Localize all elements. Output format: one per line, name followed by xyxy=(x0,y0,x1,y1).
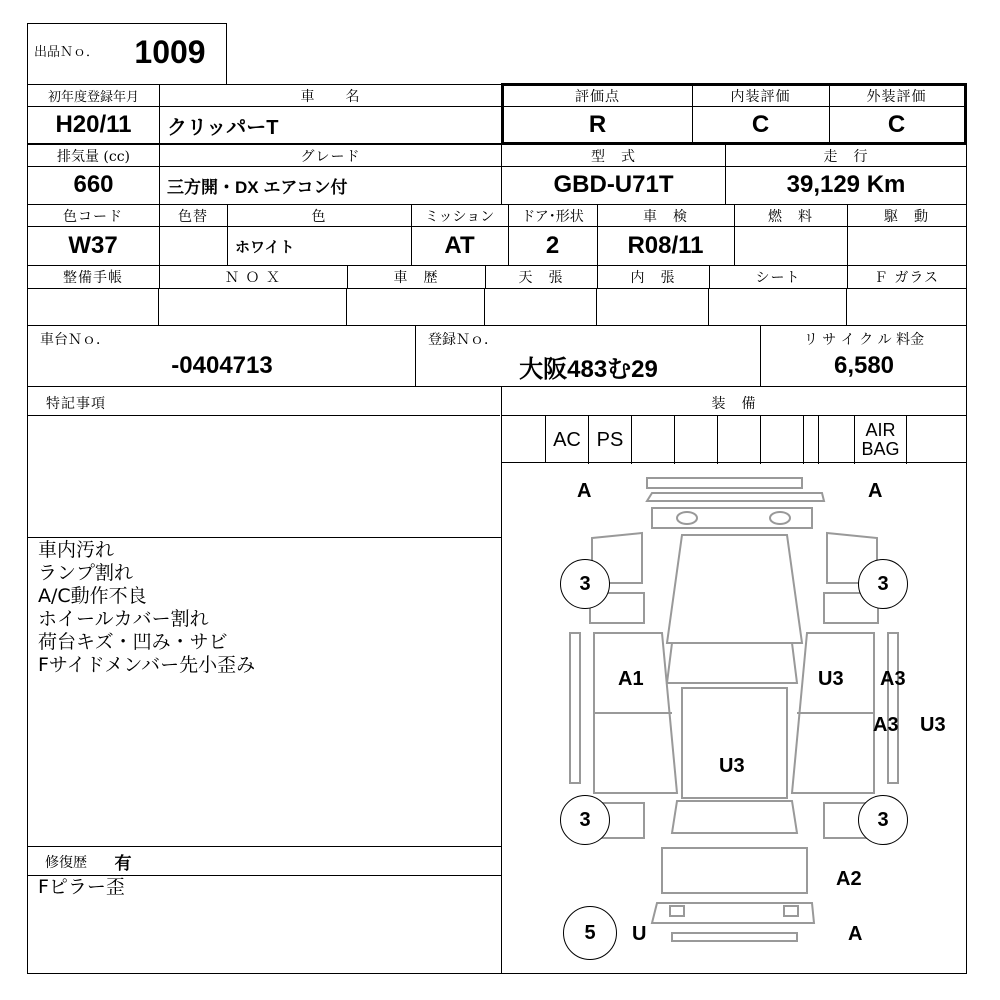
remark-line: ホイールカバー割れ xyxy=(38,608,209,630)
repair-value: 有 xyxy=(114,853,132,873)
fuel-label: 燃 料 xyxy=(734,205,848,227)
color-code-label: 色コード xyxy=(27,205,160,227)
roof-label: 天 張 xyxy=(485,266,598,289)
mark-right-a3-2: A3 xyxy=(873,714,899,736)
history-label: 車 歴 xyxy=(347,266,486,289)
displacement-value: 660 xyxy=(73,171,114,198)
car-name-value: クリッパーT xyxy=(167,116,279,139)
inspection-value: R08/11 xyxy=(597,227,735,265)
model-label: 型 式 xyxy=(501,145,726,167)
equip-slot xyxy=(632,416,675,464)
mark-left-door: A1 xyxy=(618,668,644,690)
color-code-value: W37 xyxy=(27,227,160,265)
equip-slot-airbag: AIR BAG xyxy=(855,416,907,464)
reg-value: 大阪483む29 xyxy=(519,355,658,383)
mark-front-right: A xyxy=(868,480,883,502)
mark-right-a3: A3 xyxy=(880,668,906,690)
repair-divider-top xyxy=(28,846,502,847)
mark-front-left: A xyxy=(577,480,592,502)
row4-divider-2 xyxy=(346,289,347,325)
exterior-value: C xyxy=(887,111,906,138)
chassis-value: -0404713 xyxy=(171,352,273,379)
interior-value: C xyxy=(692,107,830,143)
repair-note: Fピラー歪 xyxy=(38,876,125,898)
transmission-value: AT xyxy=(411,227,509,265)
drive-value xyxy=(847,227,966,265)
equip-slot xyxy=(804,416,819,464)
maint-label: 整備手帳 xyxy=(27,266,160,289)
remark-line: Fサイドメンバー先小歪み xyxy=(38,654,256,676)
mark-rear-a: A xyxy=(848,923,863,945)
row4-divider-3 xyxy=(484,289,485,325)
repaint-label: 色替 xyxy=(159,205,228,227)
mark-right-u3-2: U3 xyxy=(920,714,946,736)
equip-slot-ac: AC xyxy=(546,416,589,464)
mark-rear-u: U xyxy=(632,923,647,945)
score-value: R xyxy=(503,107,693,143)
score-label: 評価点 xyxy=(503,86,693,107)
transmission-label: ミッション xyxy=(411,205,509,227)
equip-slot xyxy=(761,416,804,464)
inner-label: 内 張 xyxy=(597,266,710,289)
color-label: 色 xyxy=(227,205,412,227)
remark-line: ランプ割れ xyxy=(38,562,134,584)
grade-label: グレード xyxy=(159,145,502,167)
wheel-fl-circle: 3 xyxy=(560,559,610,609)
row4-divider-4 xyxy=(596,289,597,325)
repaint-value xyxy=(159,227,228,265)
row4-divider-1 xyxy=(158,289,159,325)
lot-label: 出品Ｎｏ． xyxy=(34,44,100,60)
first-reg-value: H20/11 xyxy=(55,111,132,138)
color-value: ホワイト xyxy=(227,227,412,265)
remark-line: 荷台キズ・凹み・サビ xyxy=(38,631,228,653)
lot-number: 1009 xyxy=(134,33,206,70)
repair-label: 修復歴 xyxy=(45,855,87,871)
mark-right-u3: U3 xyxy=(818,668,844,690)
wheel-rl-circle: 3 xyxy=(560,795,610,845)
recycle-label: リ サ イ ク ル 料金 xyxy=(803,332,925,348)
car-name-label: 車 名 xyxy=(159,85,502,107)
wheel-rr-circle: 3 xyxy=(858,795,908,845)
chassis-label: 車台Ｎｏ． xyxy=(40,332,110,348)
equip-slot xyxy=(675,416,718,464)
mileage-label: 走 行 xyxy=(725,145,967,167)
equip-slot xyxy=(718,416,761,464)
mark-cabin: U3 xyxy=(719,755,745,777)
model-value: GBD-U71T xyxy=(553,171,674,198)
reg-label: 登録Ｎｏ． xyxy=(428,332,498,348)
remarks-label: 特記事項 xyxy=(28,390,500,416)
interior-label: 内装評価 xyxy=(692,86,830,107)
mark-rear-a2: A2 xyxy=(836,868,862,890)
remark-line: A/C動作不良 xyxy=(38,585,147,607)
inspection-label: 車 検 xyxy=(597,205,735,227)
equip-slot xyxy=(502,416,546,464)
equipment-label: 装 備 xyxy=(502,390,966,416)
mileage-value: 39,129 Km xyxy=(786,171,906,198)
displacement-label: 排気量 (cc) xyxy=(27,145,160,167)
grade-value: 三方開・DX エアコン付 xyxy=(167,177,348,197)
nox-label: Ｎ Ｏ Ｘ xyxy=(159,266,348,289)
spare-circle: 5 xyxy=(563,906,617,960)
remark-line: 車内汚れ xyxy=(38,539,115,561)
remarks-list xyxy=(38,539,488,677)
equip-slot xyxy=(819,416,855,464)
equip-slot-ps: PS xyxy=(589,416,632,464)
fuel-value xyxy=(734,227,848,265)
door-label: ドア･形状 xyxy=(508,205,598,227)
fglass-label: Ｆ ガラス xyxy=(847,266,966,289)
wheel-fr-circle: 3 xyxy=(858,559,908,609)
seat-label: シート xyxy=(709,266,848,289)
row4-divider-6 xyxy=(846,289,847,325)
first-reg-label: 初年度登録年月 xyxy=(27,85,160,107)
exterior-label: 外装評価 xyxy=(829,86,964,107)
door-value: 2 xyxy=(508,227,598,265)
row4-divider-5 xyxy=(708,289,709,325)
drive-label: 駆 動 xyxy=(847,205,966,227)
recycle-value: 6,580 xyxy=(833,352,895,379)
